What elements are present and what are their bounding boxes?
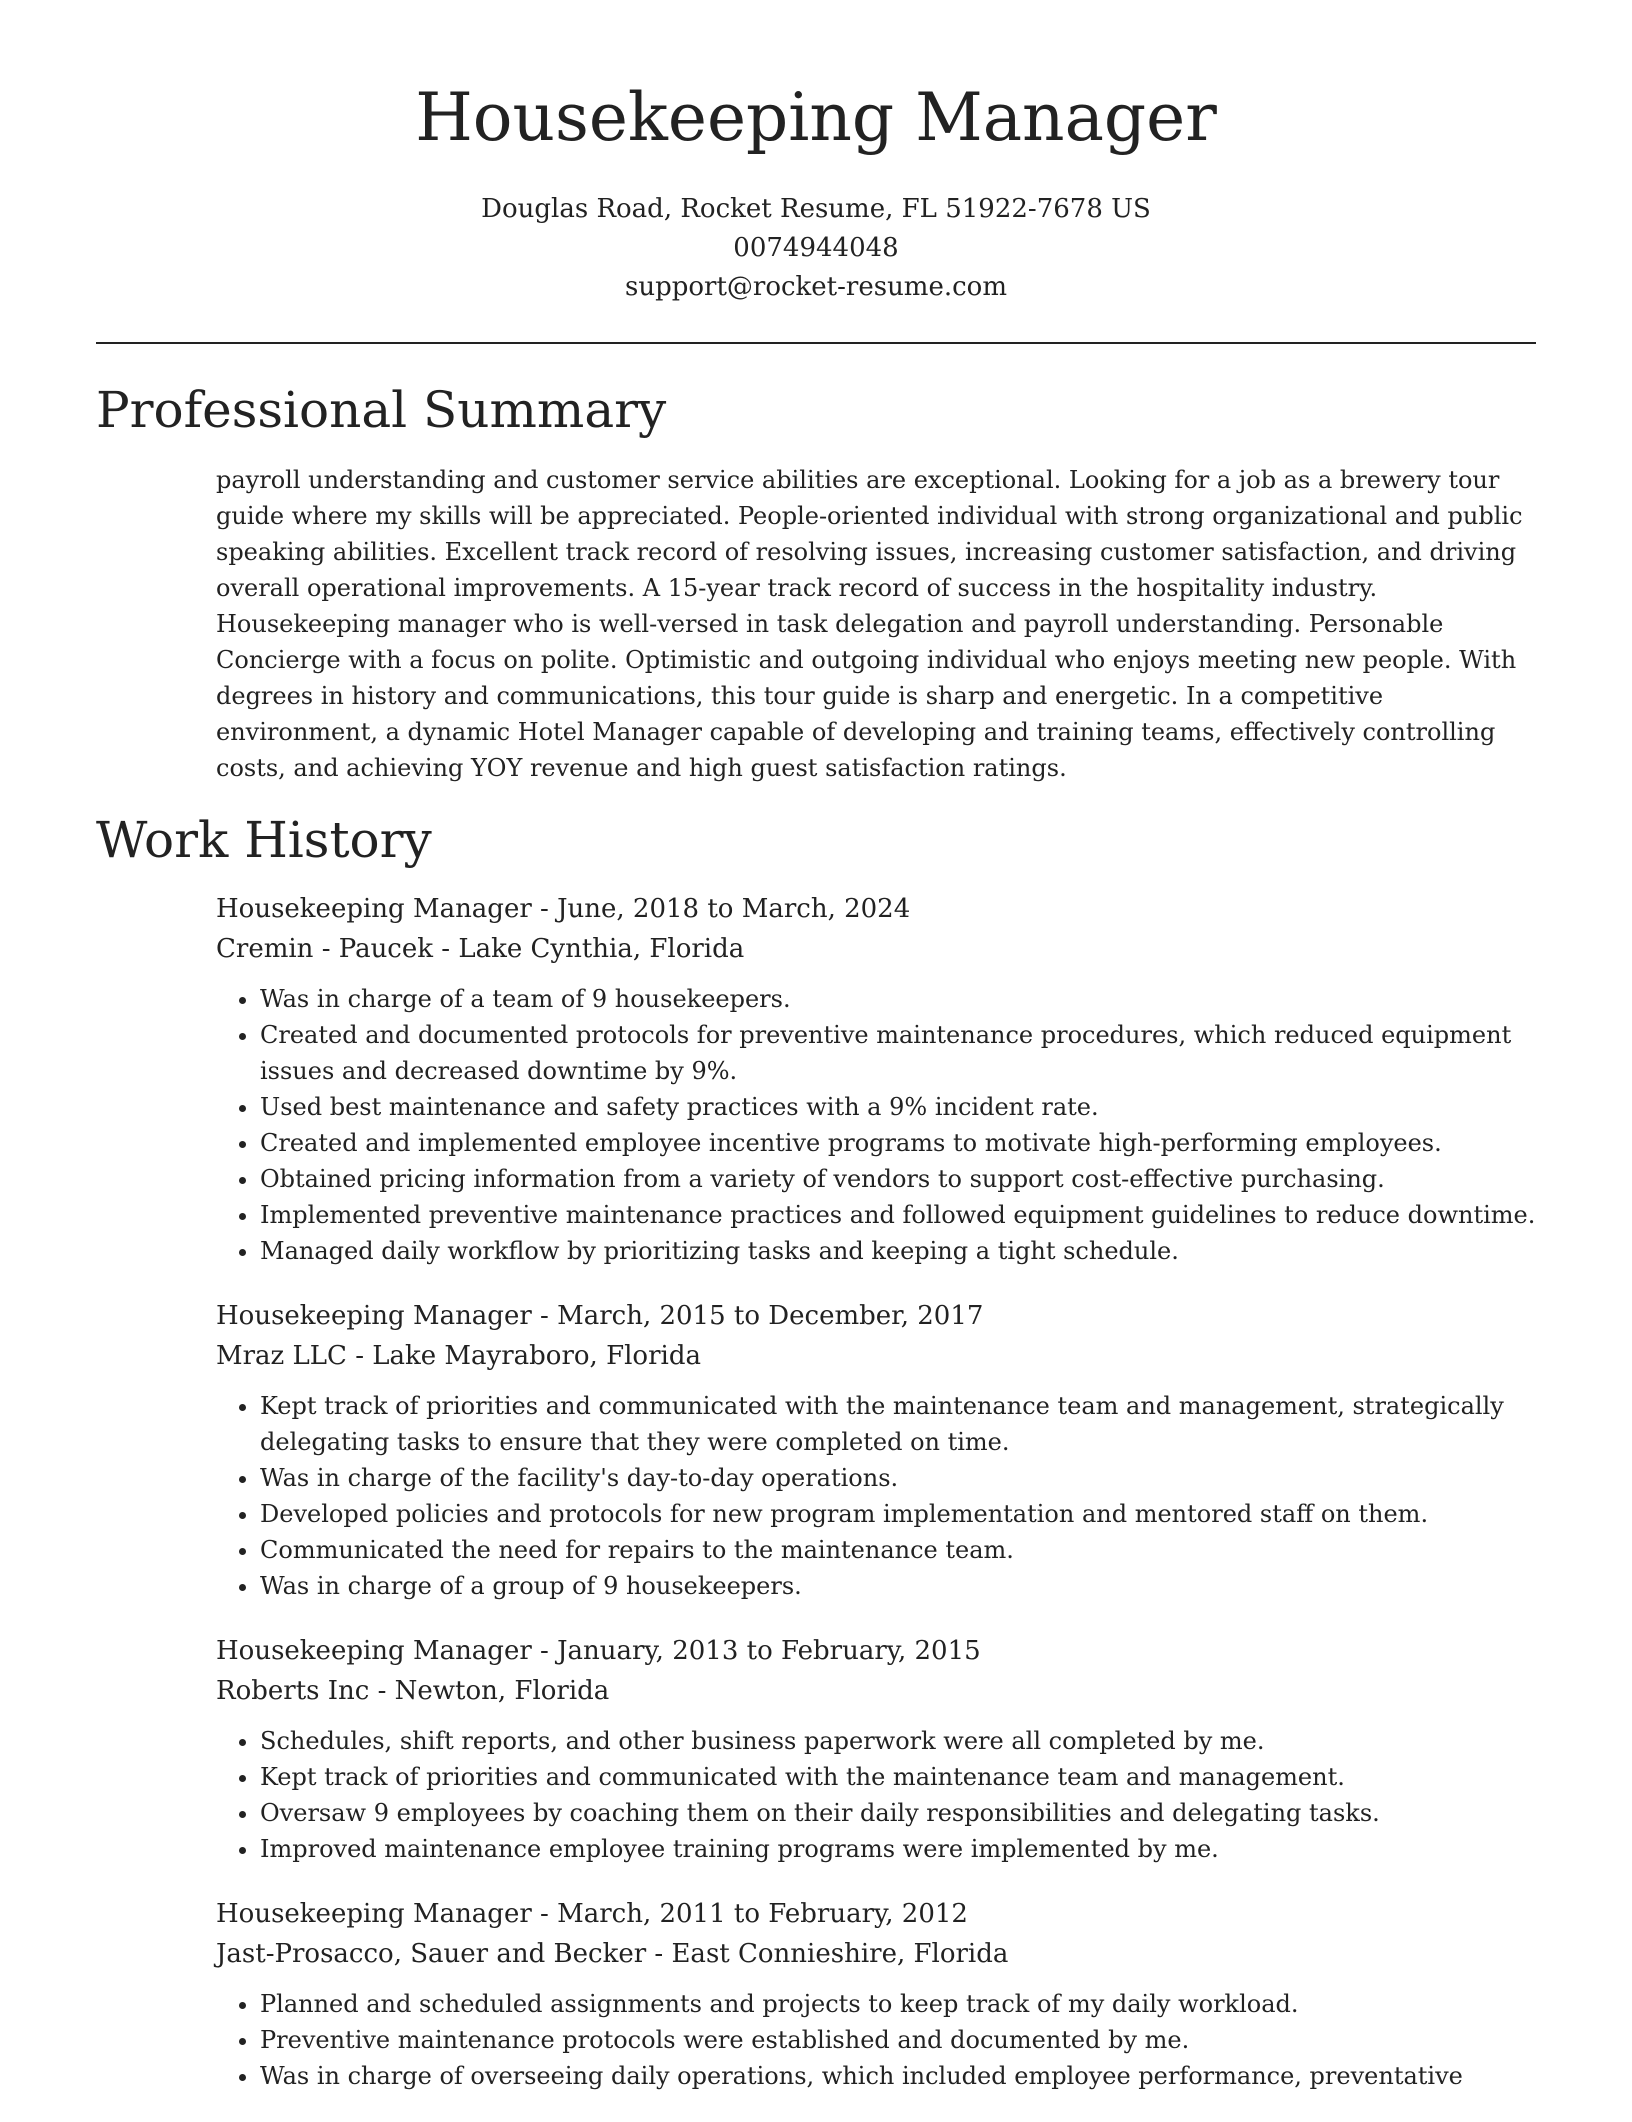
job-bullet: • Communicated the need for repairs to the maintenance team.	[260, 1532, 1536, 1568]
job-bullet: • Improved maintenance employee training programs were implemented by me.	[260, 1831, 1536, 1867]
job-title: Housekeeping Manager - June, 2018 to March, 2024	[216, 894, 911, 924]
job-company: Mraz LLC - Lake Mayraboro, Florida	[216, 1341, 701, 1371]
job-bullet: • Obtained pricing information from a variety of vendors to support cost-effective purchasing.	[260, 1161, 1536, 1197]
job-company: Jast-Prosacco, Sauer and Becker - East Connieshire, Florida	[216, 1939, 1009, 1969]
job-entry	[216, 1895, 1536, 2094]
job-bullet: • Was in charge of a group of 9 housekeepers.	[260, 1568, 1536, 1604]
work-history-heading: Work History	[96, 811, 432, 869]
job-bullets	[216, 1723, 1536, 1867]
job-bullets	[216, 981, 1536, 1269]
resume-name: Housekeeping Manager	[415, 79, 1217, 156]
contact-phone: 0074944048	[733, 233, 899, 263]
job-entry	[216, 890, 1536, 1269]
job-bullet: • Schedules, shift reports, and other business paperwork were all completed by me.	[260, 1723, 1536, 1759]
summary-heading: Professional Summary	[96, 381, 667, 439]
job-bullets	[216, 1388, 1536, 1604]
job-bullet: • Kept track of priorities and communicated with the maintenance team and management.	[260, 1759, 1536, 1795]
contact-email: support@rocket-resume.com	[624, 272, 1007, 302]
job-bullet: • Kept track of priorities and communicated with the maintenance team and management, strategically delegating tasks to ensure that they were completed on time.	[260, 1388, 1536, 1460]
job-bullet: • Implemented preventive maintenance practices and followed equipment guidelines to reduce downtime.	[260, 1197, 1536, 1233]
job-company: Cremin - Paucek - Lake Cynthia, Florida	[216, 934, 745, 964]
job-bullet: • Was in charge of a team of 9 housekeepers.	[260, 981, 1536, 1017]
job-bullet: • Planned and scheduled assignments and projects to keep track of my daily workload.	[260, 1986, 1536, 2022]
header-divider	[96, 342, 1536, 344]
job-bullet: • Was in charge of overseeing daily operations, which included employee performance, preventative	[260, 2058, 1536, 2094]
job-bullet: • Oversaw 9 employees by coaching them on their daily responsibilities and delegating tasks.	[260, 1795, 1536, 1831]
job-title: Housekeeping Manager - March, 2015 to December, 2017	[216, 1301, 984, 1331]
job-company: Roberts Inc - Newton, Florida	[216, 1676, 610, 1706]
job-bullet: • Used best maintenance and safety practices with a 9% incident rate.	[260, 1089, 1536, 1125]
work-history-list	[216, 890, 1536, 2122]
job-bullet: • Created and implemented employee incentive programs to motivate high-performing employees.	[260, 1125, 1536, 1161]
job-title: Housekeeping Manager - March, 2011 to February, 2012	[216, 1899, 968, 1929]
job-entry	[216, 1297, 1536, 1604]
job-bullet: • Managed daily workflow by prioritizing tasks and keeping a tight schedule.	[260, 1233, 1536, 1269]
job-entry	[216, 1632, 1536, 1867]
job-bullets	[216, 1986, 1536, 2094]
job-title: Housekeeping Manager - January, 2013 to February, 2015	[216, 1636, 981, 1666]
contact-address: Douglas Road, Rocket Resume, FL 51922-7678 US	[481, 194, 1151, 224]
job-bullet: • Preventive maintenance protocols were established and documented by me.	[260, 2022, 1536, 2058]
job-bullet: • Created and documented protocols for preventive maintenance procedures, which reduced equipment issues and decreased downtime by 9%.	[260, 1017, 1536, 1089]
contact-block	[0, 190, 1632, 307]
job-bullet: • Was in charge of the facility's day-to-day operations.	[260, 1460, 1536, 1496]
job-bullet: • Developed policies and protocols for new program implementation and mentored staff on them.	[260, 1496, 1536, 1532]
summary-text: payroll understanding and customer service abilities are exceptional. Looking for a job as a brewery tour guide where my skills will be appreciated. People-oriented individual with strong organizational and public speaking abilities. Excellent track record of resolving issues, increasing customer satisfaction, and driving overall operational improvements. A 15-year track record of success in the hospitality industry. Housekeeping manager who is well-versed in task delegation and payroll understanding. Personable Concierge with a focus on polite. Optimistic and outgoing individual who enjoys meeting new people. With degrees in history and communications, this tour guide is sharp and energetic. In a competitive environment, a dynamic Hotel Manager capable of developing and training teams, effectively controlling costs, and achieving YOY revenue and high guest satisfaction ratings.	[216, 466, 1523, 782]
